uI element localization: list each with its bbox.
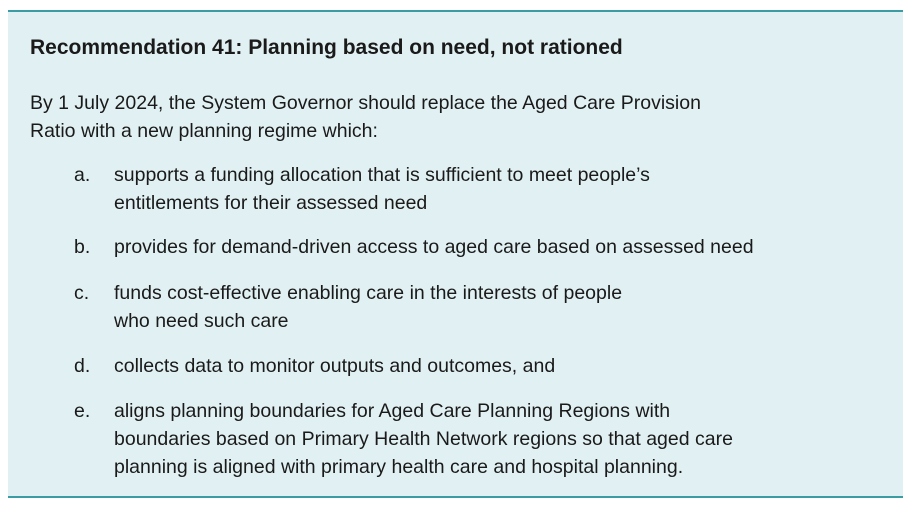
list-item-text <box>114 161 889 217</box>
list-item-line: provides for demand-driven access to aged care based on assessed need <box>114 236 754 258</box>
list-item-line: supports a funding allocation that is sufficient to meet people’s <box>114 164 650 186</box>
list-marker: e. <box>74 400 91 422</box>
list-item-line: entitlements for their assessed need <box>114 192 428 214</box>
list-item-text <box>114 233 889 261</box>
list-item-text <box>114 352 889 380</box>
list-item-line: who need such care <box>114 310 289 332</box>
list-item-e <box>74 397 889 481</box>
intro-line: By 1 July 2024, the System Governor should replace the Aged Care Provision <box>30 92 701 114</box>
list-item-d <box>74 352 889 380</box>
list-marker: d. <box>74 355 91 377</box>
list-item-text <box>114 397 889 481</box>
list-marker: c. <box>74 282 90 304</box>
list-item-b <box>74 233 889 261</box>
list-item-line: planning is aligned with primary health care and hospital planning. <box>114 456 684 478</box>
list-item-line: collects data to monitor outputs and outcomes, and <box>114 355 556 377</box>
list-marker: b. <box>74 236 91 258</box>
list-item-line: aligns planning boundaries for Aged Care Planning Regions with <box>114 400 671 422</box>
list-item-c <box>74 279 889 335</box>
list-item-a <box>74 161 889 217</box>
list-item-text <box>114 279 889 335</box>
list-item-line: boundaries based on Primary Health Network regions so that aged care <box>114 428 733 450</box>
recommendation-intro <box>30 89 850 145</box>
list-item-line: funds cost-effective enabling care in the interests of people <box>114 282 623 304</box>
list-marker: a. <box>74 164 91 186</box>
intro-line: Ratio with a new planning regime which: <box>30 120 378 142</box>
recommendation-title: Recommendation 41: Planning based on need, not rationed <box>30 36 623 59</box>
recommendation-box <box>8 10 903 498</box>
